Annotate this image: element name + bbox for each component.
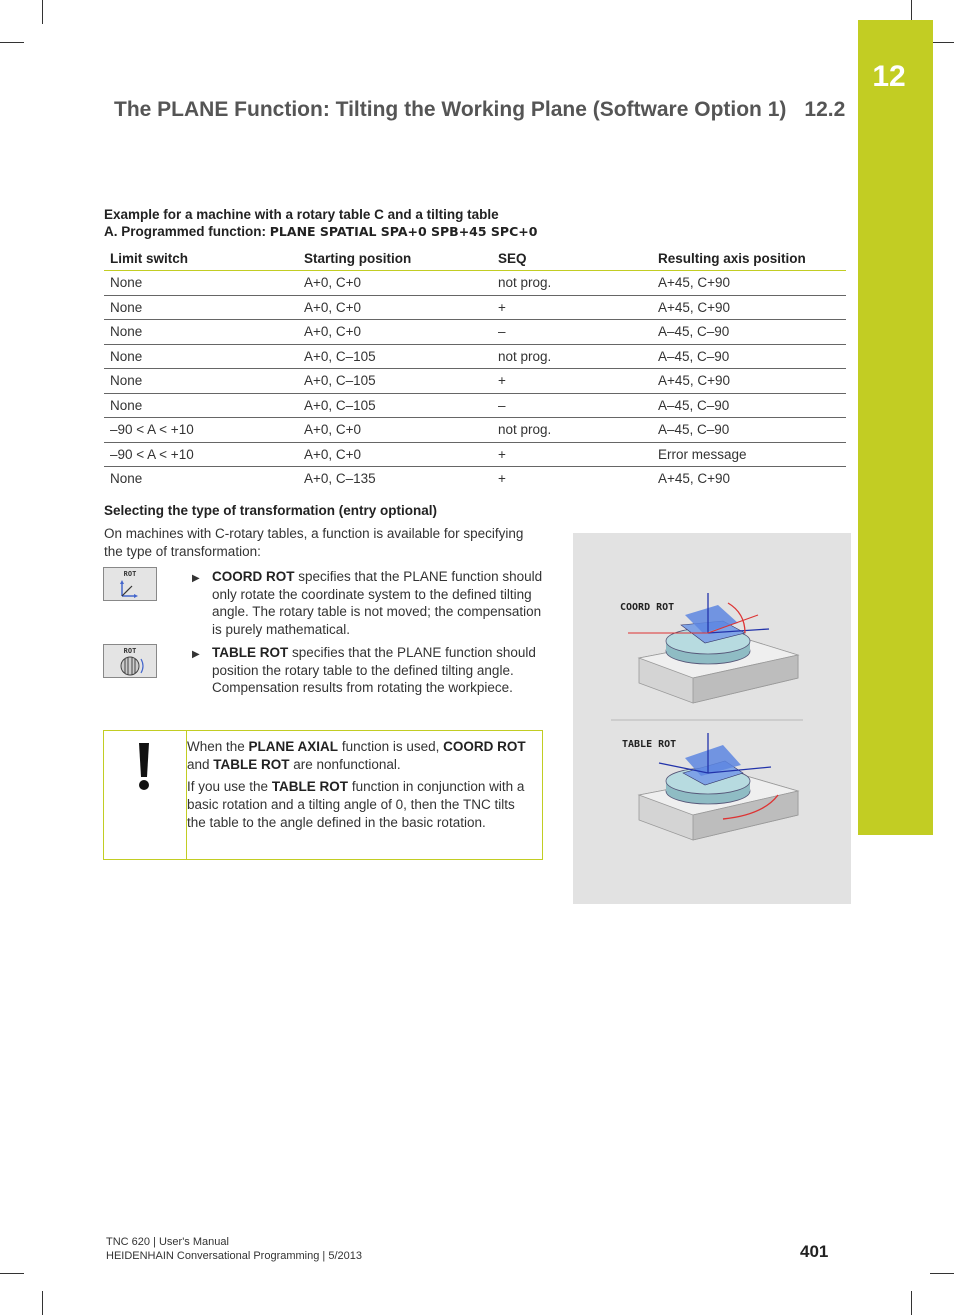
table-cell: A+0, C–105 (298, 393, 492, 418)
rotary-table-icon (104, 645, 156, 677)
table-cell: A+45, C+90 (652, 271, 846, 296)
table-row (104, 418, 846, 443)
table-cell: – (492, 393, 652, 418)
table-cell: None (104, 295, 298, 320)
table-row (104, 295, 846, 320)
table-cell: A+0, C–105 (298, 344, 492, 369)
chapter-tab (858, 20, 933, 835)
coord-rot-softkey-icon (103, 567, 157, 601)
note-term: COORD ROT (443, 739, 526, 754)
illustration-drawing (573, 533, 851, 904)
table-cell: A+45, C+90 (658, 471, 731, 487)
table-cell: A–45, C–90 (652, 393, 846, 418)
page-number: 401 (800, 1242, 829, 1261)
table-cell: –90 < A < +10 (104, 418, 298, 443)
table-row (104, 320, 846, 345)
table-cell: None (104, 369, 298, 394)
table-cell: A+0, C–105 (298, 369, 492, 394)
table-row (104, 393, 846, 418)
table-cell: None (110, 471, 143, 487)
table-cell: A+0, C+0 (298, 320, 492, 345)
table-cell: A+0, C–135 (304, 471, 376, 487)
table-cell: None (104, 393, 298, 418)
exclamation-icon (134, 743, 154, 791)
table-row (104, 467, 846, 491)
section-heading: Selecting the type of transformation (entry optional) (104, 503, 438, 518)
coord-rot-text: specifies that the PLANE function should only rotate the coordinate system to the defined tilting angle. The rotary table is not moved; the compensation is purely mathematical. (212, 569, 543, 637)
limit-switch-table (104, 246, 846, 491)
example-subtitle (104, 224, 537, 239)
example-sub-code: PLANE SPATIAL SPA+0 SPB+45 SPC+0 (269, 224, 538, 239)
table-cell: None (104, 344, 298, 369)
column-header: Starting position (298, 246, 492, 271)
table-row (104, 271, 846, 296)
bullet-coord-rot (192, 568, 544, 638)
table-cell: A–45, C–90 (652, 320, 846, 345)
footer-line-2: HEIDENHAIN Conversational Programming | 5/2013 (106, 1250, 362, 1262)
table-cell: Error message (652, 442, 846, 467)
table-cell: A+0, C+0 (298, 295, 492, 320)
note-term: TABLE ROT (271, 779, 349, 794)
crop-mark (0, 1273, 24, 1274)
table-cell: A+0, C+0 (298, 271, 492, 296)
table-cell: A–45, C–90 (652, 418, 846, 443)
note-text: are nonfunctional. (289, 757, 401, 772)
crop-mark (0, 42, 24, 43)
table-cell: not prog. (492, 344, 652, 369)
table-cell: + (492, 295, 652, 320)
illustration-label-top: COORD ROT (620, 602, 675, 613)
table-cell: –90 < A < +10 (104, 442, 298, 467)
table-row (104, 369, 846, 394)
table-cell: – (492, 320, 652, 345)
note-term: TABLE ROT (213, 757, 290, 772)
bullet-table-rot (192, 644, 544, 697)
note-text: function is used, (338, 739, 444, 754)
column-header: SEQ (492, 246, 652, 271)
note-paragraph-1 (187, 738, 532, 774)
table-cell: None (104, 271, 298, 296)
table-cell: A+0, C+0 (298, 418, 492, 443)
page-header (114, 98, 845, 122)
bullet-arrow-icon: ▶ (192, 573, 200, 584)
table-cell: A–45, C–90 (652, 344, 846, 369)
table-row (104, 442, 846, 467)
illustration-label-bottom: TABLE ROT (622, 739, 677, 750)
table-cell: A+45, C+90 (652, 295, 846, 320)
chapter-number: 12 (872, 60, 906, 93)
crop-mark (930, 1273, 954, 1274)
bullet-arrow-icon: ▶ (192, 649, 200, 660)
note-text: If you use the (187, 779, 272, 794)
crop-mark (42, 0, 43, 24)
table-cell: + (492, 442, 652, 467)
coord-axes-icon (104, 568, 156, 600)
intro-paragraph: On machines with C-rotary tables, a function is available for specifying the type of transformation: (104, 526, 524, 559)
table-cell: A+0, C+0 (298, 442, 492, 467)
table-rot-text: specifies that the PLANE function should position the rotary table to the defined tilting angle. Compensation results from rotating the workpiece. (212, 645, 536, 695)
header-section: 12.2 (804, 98, 846, 121)
table-rot-term: TABLE ROT (212, 645, 289, 660)
column-header: Limit switch (104, 246, 298, 271)
table-header-row (104, 246, 846, 271)
example-title: Example for a machine with a rotary table C and a tilting table (104, 207, 499, 222)
example-sub-prefix: A. Programmed function: (104, 224, 270, 239)
header-title: The PLANE Function: Tilting the Working Plane (Software Option 1) (114, 98, 787, 121)
table-cell: None (104, 320, 298, 345)
crop-mark (42, 1291, 43, 1315)
note-text: function in conjunction with a basic rotation and a tilting angle of 0, then the TNC tilts the table to the angle defined in the basic rotation. (187, 779, 525, 830)
table-cell: + (498, 471, 506, 487)
table-row (104, 344, 846, 369)
table-cell: not prog. (492, 271, 652, 296)
column-header: Resulting axis position (652, 246, 846, 271)
softkey-label: ROT (123, 570, 137, 578)
note-text: and (187, 757, 214, 772)
table-cell: + (492, 369, 652, 394)
rotation-illustration (573, 533, 851, 904)
table-cell: not prog. (492, 418, 652, 443)
crop-mark (930, 42, 954, 43)
table-cell: A+45, C+90 (652, 369, 846, 394)
softkey-label: ROT (123, 647, 137, 655)
footer-info (106, 1235, 362, 1263)
note-text: When the (187, 739, 249, 754)
coord-rot-term: COORD ROT (212, 569, 295, 584)
footer-line-1: TNC 620 | User's Manual (106, 1236, 229, 1248)
note-term: PLANE AXIAL (248, 739, 339, 754)
note-paragraph-2 (187, 778, 532, 832)
crop-mark (911, 1291, 912, 1315)
table-rot-softkey-icon (103, 644, 157, 678)
